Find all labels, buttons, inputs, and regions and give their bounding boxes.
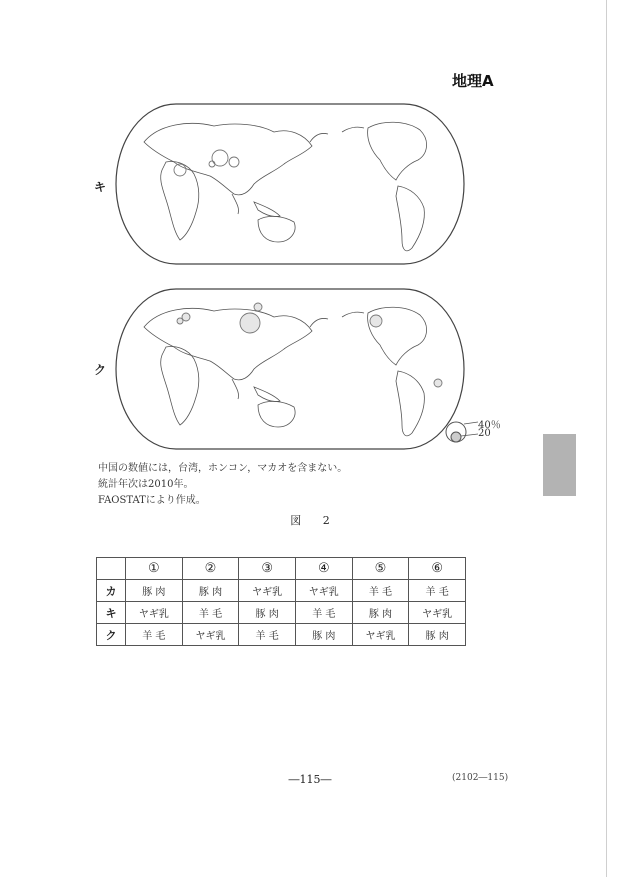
figure-caption: 図 2 bbox=[290, 514, 339, 527]
map-label-ku: ク bbox=[94, 363, 107, 377]
table-header-row bbox=[97, 558, 466, 580]
table-cell: ヤギ乳 bbox=[239, 580, 296, 602]
row-label: ク bbox=[97, 624, 126, 646]
table-cell: 羊 毛 bbox=[295, 602, 352, 624]
table-corner-cell bbox=[97, 558, 126, 580]
world-map-ki-svg bbox=[114, 102, 466, 266]
table-cell: ヤギ乳 bbox=[295, 580, 352, 602]
data-circle bbox=[177, 318, 183, 324]
note-line: FAOSTATにより作成。 bbox=[98, 495, 206, 506]
column-header: ① bbox=[126, 558, 183, 580]
table-cell: ヤギ乳 bbox=[126, 602, 183, 624]
column-header: ⑤ bbox=[352, 558, 409, 580]
table-cell: 豚 肉 bbox=[295, 624, 352, 646]
column-header: ⑥ bbox=[409, 558, 466, 580]
page-edge-rule bbox=[606, 0, 607, 877]
page-number: ―115― bbox=[288, 773, 332, 786]
table-cell: 豚 肉 bbox=[409, 624, 466, 646]
table-cell: 豚 肉 bbox=[182, 580, 239, 602]
column-header: ③ bbox=[239, 558, 296, 580]
table-cell: 羊 毛 bbox=[409, 580, 466, 602]
column-header: ④ bbox=[295, 558, 352, 580]
table-row bbox=[97, 602, 466, 624]
row-label: キ bbox=[97, 602, 126, 624]
legend-circles bbox=[444, 416, 480, 446]
table-row bbox=[97, 580, 466, 602]
exam-code: (2102―115) bbox=[452, 773, 509, 783]
table-cell: 豚 肉 bbox=[126, 580, 183, 602]
data-circle bbox=[240, 313, 260, 333]
table-row bbox=[97, 624, 466, 646]
world-map-ki bbox=[114, 102, 466, 266]
legend-label-large: 40％ bbox=[478, 420, 501, 431]
table-cell: 羊 毛 bbox=[352, 580, 409, 602]
figure-notes bbox=[98, 461, 347, 509]
data-circle bbox=[254, 303, 262, 311]
row-label: カ bbox=[97, 580, 126, 602]
table-cell: ヤギ乳 bbox=[182, 624, 239, 646]
table-cell: 羊 毛 bbox=[239, 624, 296, 646]
table-cell: 豚 肉 bbox=[239, 602, 296, 624]
world-map-ku bbox=[114, 287, 466, 451]
table-cell: 豚 肉 bbox=[352, 602, 409, 624]
side-index-tab bbox=[543, 434, 576, 496]
data-circle bbox=[434, 379, 442, 387]
answer-choices-table bbox=[96, 557, 466, 646]
note-line: 統計年次は2010年。 bbox=[98, 479, 194, 490]
column-header: ② bbox=[182, 558, 239, 580]
table-cell: 羊 毛 bbox=[182, 602, 239, 624]
world-map-ku-svg bbox=[114, 287, 466, 451]
map-label-ki: キ bbox=[94, 180, 107, 194]
legend-label-small: 20 bbox=[478, 428, 491, 439]
subject-title: 地理A bbox=[452, 72, 494, 90]
note-line: 中国の数値には，台湾，ホンコン，マカオを含まない。 bbox=[98, 463, 348, 474]
table-cell: ヤギ乳 bbox=[409, 602, 466, 624]
data-circle bbox=[370, 315, 382, 327]
table-cell: 羊 毛 bbox=[126, 624, 183, 646]
table-cell: ヤギ乳 bbox=[352, 624, 409, 646]
